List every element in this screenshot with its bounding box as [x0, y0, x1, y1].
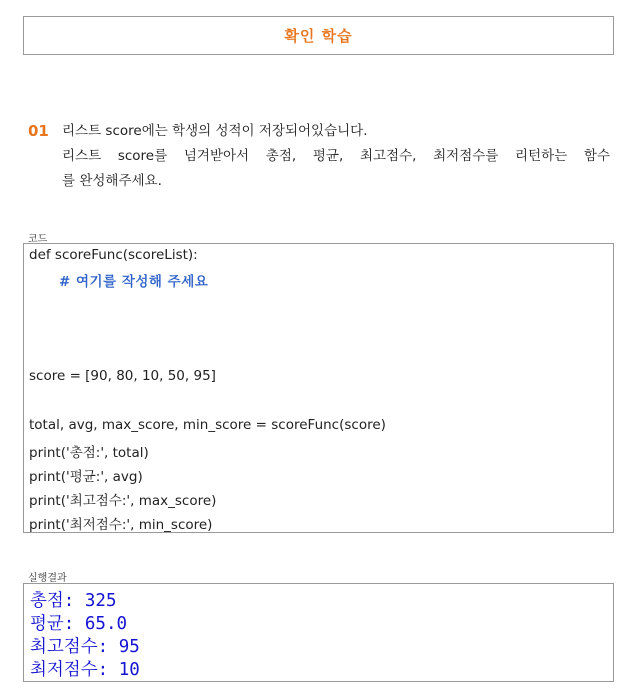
- result-label: 실행결과: [28, 573, 67, 584]
- code-line-print-max: print('최고점수:', max_score): [29, 493, 217, 509]
- code-line-print-avg: print('평균:', avg): [29, 469, 143, 485]
- question-line-1: 리스트 score에는 학생의 성적이 저장되어있습니다.: [62, 123, 368, 139]
- question-line-2: 리스트 score를 넘겨받아서 총점, 평균, 최고점수, 최저점수를 리턴하는 함수: [62, 148, 610, 164]
- code-line-print-total: print('총점:', total): [29, 445, 149, 461]
- page-title: 확인 학습: [284, 27, 353, 45]
- question-text: [62, 119, 610, 194]
- code-line-def: def scoreFunc(scoreList):: [29, 247, 198, 263]
- code-line-score: score = [90, 80, 10, 50, 95]: [29, 368, 216, 384]
- code-label: 코드: [28, 234, 48, 245]
- result-box: [23, 583, 614, 682]
- result-line-max: 최고점수: 95: [30, 637, 140, 657]
- result-line-total: 총점: 325: [30, 591, 117, 611]
- code-box: [23, 243, 614, 533]
- result-line-min: 최저점수: 10: [30, 660, 140, 680]
- question-line-3: 를 완성해주세요.: [62, 173, 162, 189]
- code-line-print-min: print('최저점수:', min_score): [29, 517, 213, 533]
- code-line-call: total, avg, max_score, min_score = scoreFunc(score): [29, 417, 386, 433]
- code-line-comment: # 여기를 작성해 주세요: [59, 274, 209, 290]
- question-number: 01: [28, 122, 49, 140]
- title-box: [23, 16, 614, 55]
- result-line-avg: 평균: 65.0: [30, 614, 128, 634]
